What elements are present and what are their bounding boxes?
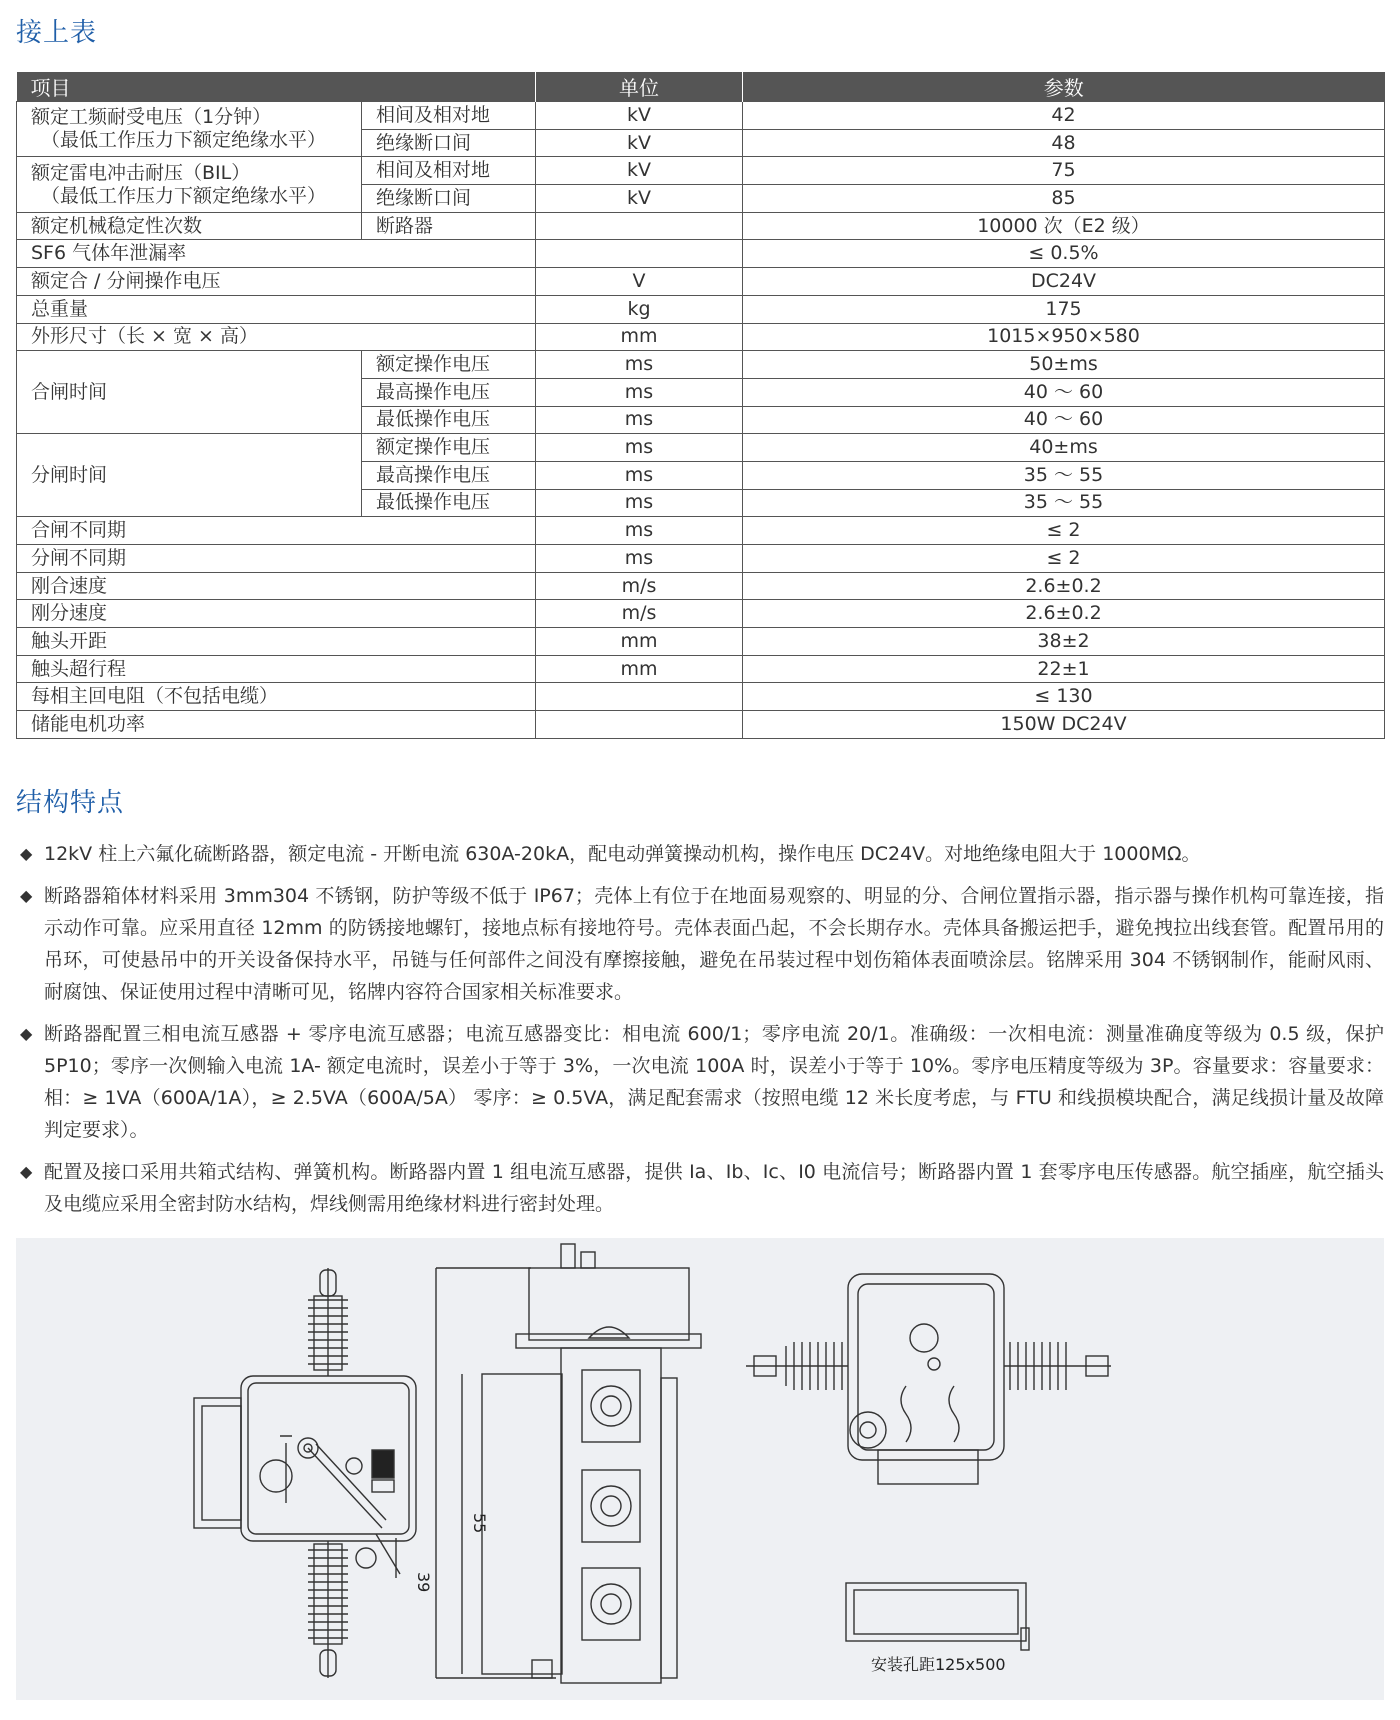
value-cell: 42: [743, 102, 1385, 130]
sub-item: 绝缘断口间: [362, 185, 536, 213]
sub-item: 最高操作电压: [362, 461, 536, 489]
list-item: [20, 838, 1384, 870]
unit-cell: ms: [536, 489, 743, 517]
table-row: [17, 323, 1385, 351]
table-row: [17, 268, 1385, 296]
table-row: [17, 240, 1385, 268]
list-item: [20, 1156, 1384, 1220]
row-name: 刚合速度: [17, 572, 536, 600]
table-row: [17, 628, 1385, 656]
value-cell: 1015×950×580: [743, 323, 1385, 351]
row-name: 外形尺寸（长 × 宽 × 高）: [17, 323, 536, 351]
value-cell: 35 ～ 55: [743, 489, 1385, 517]
row-name-line1: 额定雷电冲击耐压（BIL）: [31, 161, 251, 184]
table-row: [17, 212, 1385, 240]
unit-cell: [536, 711, 743, 739]
row-name: 总重量: [17, 295, 536, 323]
unit-cell: [536, 240, 743, 268]
value-cell: ≤ 2: [743, 517, 1385, 545]
value-cell: DC24V: [743, 268, 1385, 296]
value-cell: 2.6±0.2: [743, 600, 1385, 628]
table-row: [17, 683, 1385, 711]
row-name: 储能电机功率: [17, 711, 536, 739]
table-row: [17, 434, 1385, 462]
unit-cell: m/s: [536, 600, 743, 628]
table-row: [17, 655, 1385, 683]
unit-cell: kV: [536, 129, 743, 157]
row-name: SF6 气体年泄漏率: [17, 240, 536, 268]
row-name: 每相主回电阻（不包括电缆）: [17, 683, 536, 711]
row-name: 额定机械稳定性次数: [17, 212, 362, 240]
unit-cell: ms: [536, 517, 743, 545]
list-item: [20, 880, 1384, 1008]
sub-item: 相间及相对地: [362, 102, 536, 130]
value-cell: 150W DC24V: [743, 711, 1385, 739]
table-row: [17, 351, 1385, 379]
unit-cell: mm: [536, 655, 743, 683]
unit-cell: mm: [536, 323, 743, 351]
row-name-open-time: 分闸时间: [17, 434, 362, 517]
feature-text: 12kV 柱上六氟化硫断路器，额定电流 - 开断电流 630A-20kA，配电动弹簧操动机构，操作电压 DC24V。对地绝缘电阻大于 1000MΩ。: [44, 843, 1201, 865]
unit-cell: ms: [536, 351, 743, 379]
feature-text: 配置及接口采用共箱式结构、弹簧机构。断路器内置 1 组电流互感器，提供 Ia、Ib、Ic、I0 电流信号；断路器内置 1 套零序电压传感器。航空插座，航空插头及电缆应采用全密封防水结构，焊线侧需用绝缘材料进行密封处理。: [44, 1161, 1384, 1215]
front-view-drawing: [194, 1268, 433, 1678]
value-cell: 10000 次（E2 级）: [743, 212, 1385, 240]
row-name-line1: 额定工频耐受电压（1分钟）: [31, 106, 272, 129]
dimension-55-label: 55: [470, 1513, 489, 1534]
row-name: 刚分速度: [17, 600, 536, 628]
table-row: [17, 517, 1385, 545]
sub-item: 绝缘断口间: [362, 129, 536, 157]
table-row: [17, 102, 1385, 130]
sub-item: 额定操作电压: [362, 351, 536, 379]
unit-cell: ms: [536, 406, 743, 434]
sub-item: 最低操作电压: [362, 406, 536, 434]
section-title-continued-table: 接上表: [16, 18, 98, 48]
feature-text: 断路器箱体材料采用 3mm304 不锈钢，防护等级不低于 IP67；壳体上有位于在地面易观察的、明显的分、合闸位置指示器，指示器与操作机构可靠连接，指示动作可靠。应采用直径 12mm 的防锈接地螺钉，接地点标有接地符号。壳体表面凸起，不会长期存水。壳体具备搬运把手，避免拽拉出线套管。配置吊用的吊环，可使悬吊中的开关设备保持水平，吊链与任何部件之间没有摩擦接触，避免在吊装过程中划伤箱体表面喷涂层。铭牌采用 304 不锈钢制作，能耐风雨、耐腐蚀、保证使用过程中清晰可见，铭牌内容符合国家相关标准要求。: [44, 885, 1384, 1003]
value-cell: 2.6±0.2: [743, 572, 1385, 600]
value-cell: 40±ms: [743, 434, 1385, 462]
row-name: 触头超行程: [17, 655, 536, 683]
value-cell: ≤ 0.5%: [743, 240, 1385, 268]
technical-drawings: [16, 1238, 1384, 1700]
section-title-structure-features: 结构特点: [16, 788, 125, 818]
sub-item: 断路器: [362, 212, 536, 240]
unit-cell: kg: [536, 295, 743, 323]
value-cell: 48: [743, 129, 1385, 157]
row-name: 合闸不同期: [17, 517, 536, 545]
unit-cell: m/s: [536, 572, 743, 600]
value-cell: 85: [743, 185, 1385, 213]
unit-cell: ms: [536, 378, 743, 406]
table-header-row: [17, 72, 1385, 102]
value-cell: 38±2: [743, 628, 1385, 656]
feature-list: [20, 838, 1384, 1230]
row-name: 额定合 / 分闸操作电压: [17, 268, 536, 296]
unit-cell: mm: [536, 628, 743, 656]
value-cell: 175: [743, 295, 1385, 323]
feature-text: 断路器配置三相电流互感器 + 零序电流互感器；电流互感器变比：相电流 600/1；零序电流 20/1。准确级：一次相电流：测量准确度等级为 0.5 级，保护 5P10；零序一次侧输入电流 1A- 额定电流时，误差小于等于 3%，一次电流 100A 时，误差小于等于 10%。零序电压精度等级为 3P。容量要求：容量要求：相：≥ 1VA（600A/1A），≥ 2.5VA（600A/5A） 零序：≥ 0.5VA，满足配套需求（按照电缆 12 米长度考虑，与 FTU 和线损模块配合，满足线损计量及故障判定要求）。: [44, 1023, 1384, 1141]
top-view-drawing: [746, 1274, 1111, 1674]
unit-cell: kV: [536, 157, 743, 185]
table-row: [17, 572, 1385, 600]
value-cell: 35 ～ 55: [743, 461, 1385, 489]
diamond-bullet-icon: ◆: [20, 844, 33, 863]
sub-item: 相间及相对地: [362, 157, 536, 185]
unit-cell: [536, 683, 743, 711]
mounting-hole-spacing-label: 安装孔距125x500: [871, 1655, 1006, 1674]
row-name-line2: （最低工作压力下额定绝缘水平）: [41, 184, 327, 207]
row-name-close-time: 合闸时间: [17, 351, 362, 434]
header-item: 项目: [17, 72, 536, 102]
table-row: [17, 295, 1385, 323]
unit-cell: V: [536, 268, 743, 296]
value-cell: 22±1: [743, 655, 1385, 683]
table-row: [17, 711, 1385, 739]
spec-table: [16, 72, 1385, 739]
header-unit: 单位: [536, 72, 743, 102]
row-name-line2: （最低工作压力下额定绝缘水平）: [41, 129, 327, 152]
unit-cell: kV: [536, 102, 743, 130]
value-cell: 40 ～ 60: [743, 378, 1385, 406]
sub-item: 最高操作电压: [362, 378, 536, 406]
unit-cell: ms: [536, 545, 743, 573]
value-cell: ≤ 130: [743, 683, 1385, 711]
row-name: 触头开距: [17, 628, 536, 656]
row-name: 分闸不同期: [17, 545, 536, 573]
row-name-power-frequency: [17, 102, 362, 157]
list-item: [20, 1018, 1384, 1146]
value-cell: 50±ms: [743, 351, 1385, 379]
value-cell: 75: [743, 157, 1385, 185]
table-row: [17, 545, 1385, 573]
unit-cell: ms: [536, 461, 743, 489]
sub-item: 最低操作电压: [362, 489, 536, 517]
header-value: 参数: [743, 72, 1385, 102]
row-name-lightning-impulse: [17, 157, 362, 212]
table-row: [17, 600, 1385, 628]
sub-item: 额定操作电压: [362, 434, 536, 462]
diamond-bullet-icon: ◆: [20, 1024, 33, 1043]
technical-drawing-panel: [16, 1238, 1384, 1700]
unit-cell: kV: [536, 185, 743, 213]
value-cell: 40 ～ 60: [743, 406, 1385, 434]
dimension-39-label: 39: [414, 1572, 433, 1593]
unit-cell: ms: [536, 434, 743, 462]
unit-cell: [536, 212, 743, 240]
side-view-drawing: [436, 1244, 701, 1683]
diamond-bullet-icon: ◆: [20, 886, 33, 905]
table-row: [17, 157, 1385, 185]
diamond-bullet-icon: ◆: [20, 1162, 33, 1181]
value-cell: ≤ 2: [743, 545, 1385, 573]
